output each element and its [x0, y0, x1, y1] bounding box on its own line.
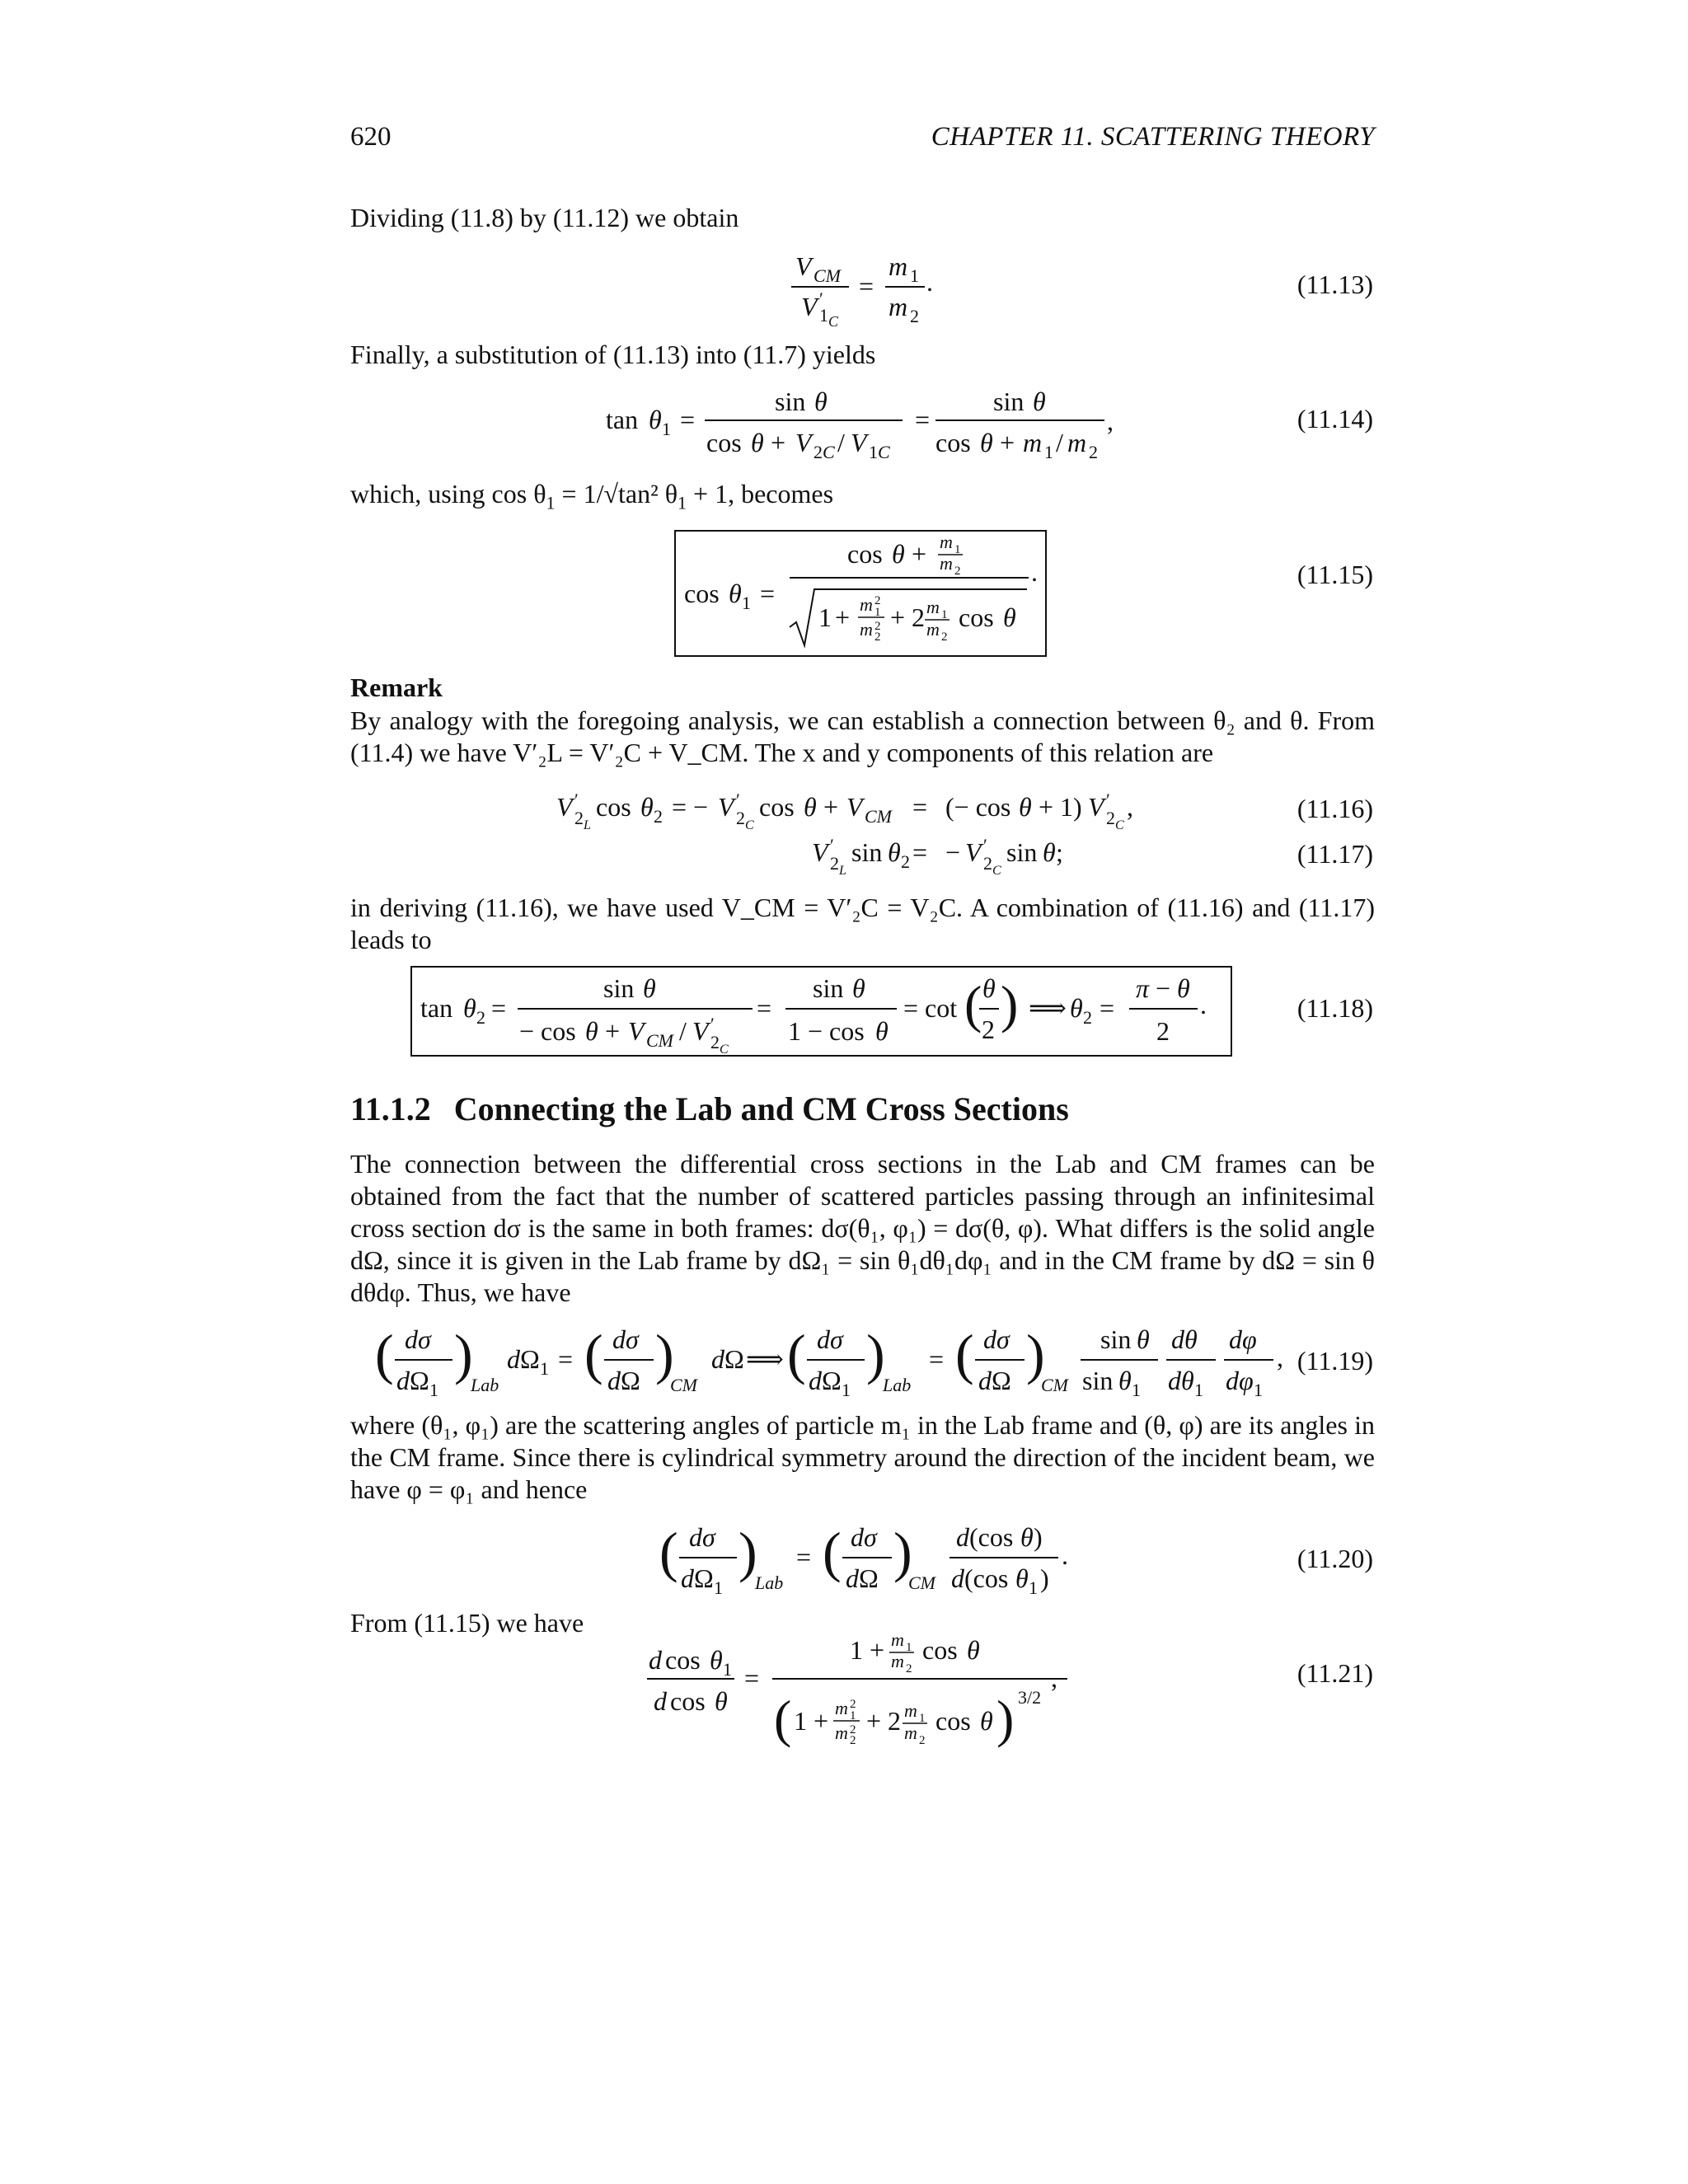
- svg-text:3/2: 3/2: [1018, 1687, 1042, 1708]
- svg-text:V: V: [692, 1016, 709, 1046]
- svg-text:θ: θ: [585, 1016, 598, 1046]
- svg-text:1: 1: [818, 602, 832, 632]
- svg-text:θ: θ: [814, 387, 828, 416]
- svg-text:dφ: dφ: [1226, 1366, 1254, 1395]
- svg-text:+: +: [771, 428, 786, 457]
- svg-text:sin: sin: [603, 973, 635, 1003]
- svg-text:′: ′: [819, 288, 823, 309]
- svg-text:,: ,: [1127, 792, 1133, 822]
- svg-text:2: 2: [941, 630, 948, 644]
- svg-text:2: 2: [874, 630, 881, 644]
- svg-text:cos: cos: [759, 792, 795, 822]
- svg-text:CM: CM: [908, 1572, 935, 1593]
- svg-text:m: m: [940, 553, 953, 574]
- svg-text:m: m: [889, 251, 908, 281]
- svg-text:θ: θ: [710, 1645, 723, 1675]
- svg-text:1: 1: [662, 419, 671, 439]
- svg-text:d: d: [951, 1563, 964, 1593]
- svg-text:m: m: [891, 1629, 904, 1650]
- svg-text:dσ: dσ: [689, 1522, 715, 1552]
- svg-text:2: 2: [574, 808, 584, 828]
- svg-text:d: d: [809, 1366, 822, 1395]
- svg-text:=: =: [1100, 993, 1115, 1023]
- svg-text:θ: θ: [729, 579, 742, 608]
- svg-text:−: −: [1156, 973, 1171, 1003]
- svg-text:dσ: dσ: [817, 1324, 843, 1354]
- svg-text:C: C: [878, 442, 890, 462]
- svg-text:θ: θ: [751, 428, 764, 457]
- svg-text:m: m: [835, 1722, 848, 1743]
- svg-text:d: d: [654, 1686, 667, 1716]
- svg-text:CM: CM: [865, 806, 892, 827]
- svg-text:θ: θ: [1137, 1324, 1150, 1354]
- svg-text:⟹: ⟹: [1029, 993, 1067, 1023]
- svg-text:Ω: Ω: [410, 1366, 429, 1395]
- svg-text:d: d: [978, 1366, 992, 1395]
- svg-text:θ: θ: [804, 792, 817, 822]
- svg-text:Ω: Ω: [694, 1563, 714, 1593]
- svg-text:1: 1: [954, 543, 961, 556]
- svg-text:dσ: dσ: [983, 1324, 1010, 1354]
- svg-text:C: C: [745, 818, 754, 832]
- svg-text:1: 1: [906, 1641, 912, 1654]
- svg-text:sin: sin: [1100, 1324, 1132, 1354]
- equation-number: (11.17): [1296, 839, 1373, 869]
- svg-text:/: /: [679, 1016, 687, 1046]
- svg-text:.: .: [1062, 1540, 1068, 1570]
- svg-text:Ω: Ω: [822, 1366, 842, 1395]
- svg-text:Lab: Lab: [883, 1375, 912, 1395]
- svg-text:π: π: [1136, 973, 1150, 1003]
- page-number: 620: [350, 122, 392, 152]
- svg-text:m: m: [891, 1651, 904, 1671]
- svg-text:θ: θ: [982, 973, 996, 1003]
- svg-text:): ): [996, 1690, 1015, 1748]
- svg-text:Ω: Ω: [621, 1366, 640, 1395]
- svg-text:θ: θ: [980, 1706, 993, 1736]
- svg-text:1: 1: [742, 593, 751, 613]
- svg-text:(: (: [774, 1690, 792, 1748]
- svg-text:+: +: [1000, 428, 1015, 457]
- svg-text:2: 2: [1106, 808, 1115, 828]
- svg-text:): ): [1034, 1522, 1043, 1552]
- svg-text:θ: θ: [1020, 1522, 1034, 1552]
- paragraph: where (θ₁, φ₁) are the scattering angles of particle m₁ in the Lab frame and (θ, φ) are its angles in the CM frame. Since there is cylindrical symmetry around the direction of the incident beam, we have φ = φ₁ and hence: [350, 1410, 1375, 1504]
- svg-text:cos: cos: [935, 428, 971, 457]
- svg-text:V: V: [628, 1016, 645, 1046]
- svg-text:θ: θ: [875, 1016, 889, 1046]
- svg-text:2: 2: [901, 851, 910, 872]
- paragraph: Dividing (11.8) by (11.12) we obtain: [350, 203, 739, 232]
- svg-text:m: m: [860, 594, 873, 615]
- svg-text:2: 2: [850, 1734, 856, 1747]
- svg-text:V: V: [965, 837, 982, 867]
- svg-text:d: d: [649, 1645, 662, 1675]
- svg-text:V: V: [812, 837, 828, 867]
- svg-text:V: V: [846, 792, 863, 822]
- svg-text:L: L: [584, 818, 591, 832]
- svg-text:m: m: [926, 597, 940, 617]
- svg-text:= cot: = cot: [903, 993, 958, 1023]
- svg-text:.: .: [1031, 557, 1038, 587]
- svg-text:(: (: [584, 1323, 603, 1385]
- svg-text:Ω: Ω: [520, 1344, 540, 1374]
- svg-text:m: m: [904, 1700, 917, 1721]
- svg-text:2: 2: [874, 594, 881, 607]
- svg-text:=: =: [912, 792, 928, 822]
- svg-text:m: m: [860, 619, 873, 640]
- svg-text:+: +: [605, 1016, 621, 1046]
- paragraph: in deriving (11.16), we have used V_CM = V′₂C = V₂C. A combination of (11.16) and (11.17) leads to: [350, 893, 1375, 954]
- svg-text:=: =: [760, 579, 776, 608]
- svg-text:dθ: dθ: [1168, 1366, 1194, 1395]
- svg-text:m: m: [889, 292, 908, 321]
- svg-text:Ω: Ω: [724, 1344, 744, 1374]
- equation-number: (11.18): [1296, 993, 1373, 1023]
- svg-text:d: d: [396, 1366, 410, 1395]
- svg-text:1: 1: [1254, 1380, 1263, 1400]
- svg-text:cos: cos: [922, 1635, 958, 1665]
- svg-text:2: 2: [1156, 1016, 1170, 1046]
- svg-text:cos: cos: [665, 1645, 701, 1675]
- svg-text:′: ′: [830, 835, 834, 855]
- svg-text:): ): [655, 1323, 674, 1385]
- svg-text:dσ: dσ: [405, 1324, 431, 1354]
- svg-text:2: 2: [654, 806, 663, 827]
- remark-body: By analogy with the foregoing analysis, we can establish a connection between θ₂ and θ. From (11.4) we have V′₂L = V′₂C + V_CM. The x and y components of this relation are: [350, 705, 1375, 767]
- equation-11-18: [410, 966, 1235, 1058]
- svg-text:− cos: − cos: [519, 1016, 576, 1046]
- svg-text:CM: CM: [670, 1375, 697, 1395]
- svg-text:d: d: [507, 1344, 520, 1374]
- svg-text:cos: cos: [935, 1706, 971, 1736]
- svg-text:′: ′: [1106, 790, 1110, 810]
- svg-text:): ): [1001, 975, 1019, 1033]
- svg-text:1 − cos: 1 − cos: [788, 1016, 865, 1046]
- svg-text:(: (: [375, 1323, 394, 1385]
- svg-text:Ω: Ω: [859, 1563, 879, 1593]
- svg-text:θ: θ: [1043, 837, 1056, 867]
- svg-text:2: 2: [910, 306, 919, 326]
- svg-text:2: 2: [476, 1007, 485, 1028]
- svg-text:.: .: [1200, 990, 1207, 1019]
- svg-text:2: 2: [954, 565, 961, 578]
- svg-text:θ: θ: [715, 1686, 728, 1716]
- svg-text:m: m: [1023, 428, 1043, 457]
- paragraph: The connection between the differential cross sections in the Lab and CM frames can be obtained from the fact that the number of scattered particles passing through an infinitesimal cross section dσ is the same in both frames: dσ(θ₁, φ₁) = dσ(θ, φ). What differs is the solid angle dΩ, since it is given in the Lab frame by dΩ₁ = sin θ₁dθ₁dφ₁ and in the CM frame by dΩ = sin θ dθdφ. Thus, we have: [350, 1149, 1375, 1307]
- svg-text:(: (: [659, 1521, 678, 1583]
- svg-text:(cos: (cos: [964, 1563, 1009, 1593]
- equation-number: (11.13): [1296, 269, 1373, 299]
- svg-text:(: (: [823, 1521, 842, 1583]
- svg-text:=: =: [912, 837, 928, 867]
- svg-text:θ: θ: [1177, 973, 1190, 1003]
- svg-text:C: C: [992, 864, 1001, 878]
- svg-text:θ: θ: [1019, 792, 1032, 822]
- svg-text:CM: CM: [814, 265, 841, 286]
- svg-text:V: V: [556, 792, 573, 822]
- svg-text:): ): [1040, 1563, 1049, 1593]
- svg-text:=: =: [859, 271, 874, 301]
- svg-text:θ: θ: [1033, 387, 1046, 416]
- svg-text:+ 2: + 2: [866, 1706, 902, 1736]
- svg-text:Ω: Ω: [992, 1366, 1011, 1395]
- svg-text:(: (: [964, 975, 982, 1033]
- svg-text:tan: tan: [606, 405, 639, 434]
- svg-text:m: m: [904, 1722, 917, 1743]
- svg-text:.: .: [926, 267, 933, 297]
- svg-text:): ): [893, 1521, 912, 1583]
- svg-text:θ: θ: [1070, 993, 1083, 1023]
- svg-text:C: C: [1115, 818, 1124, 832]
- equation-number: (11.15): [1296, 560, 1373, 589]
- svg-text:V: V: [801, 292, 818, 321]
- svg-text:1: 1: [1194, 1380, 1203, 1400]
- svg-text:dφ: dφ: [1229, 1324, 1257, 1354]
- svg-text:2: 2: [982, 1015, 995, 1044]
- svg-text:1: 1: [1029, 1577, 1038, 1598]
- svg-text:1: 1: [910, 265, 919, 286]
- svg-text:/: /: [837, 428, 845, 457]
- svg-text:=: =: [796, 1542, 812, 1572]
- svg-text:CM: CM: [646, 1030, 673, 1051]
- svg-text:=: =: [757, 993, 772, 1023]
- svg-text:1: 1: [819, 305, 828, 326]
- chapter-header: CHAPTER 11. SCATTERING THEORY: [931, 122, 1375, 152]
- svg-text:+: +: [890, 602, 906, 632]
- svg-text:θ: θ: [649, 405, 662, 434]
- svg-text:tan: tan: [420, 993, 453, 1023]
- svg-text:(− cos: (− cos: [945, 792, 1011, 822]
- svg-text:d: d: [711, 1344, 724, 1374]
- svg-text:): ): [1026, 1323, 1045, 1385]
- svg-text:sin: sin: [1006, 837, 1038, 867]
- svg-text:θ: θ: [980, 428, 993, 457]
- svg-text:(cos: (cos: [969, 1522, 1014, 1552]
- svg-text:θ: θ: [643, 973, 656, 1003]
- svg-text:1: 1: [1044, 442, 1053, 462]
- svg-text:sin: sin: [813, 973, 844, 1003]
- svg-text:2: 2: [850, 1723, 856, 1736]
- svg-text:d: d: [956, 1522, 969, 1552]
- equation-11-15: [674, 530, 1049, 658]
- svg-text:(: (: [955, 1323, 974, 1385]
- svg-text:+ 1): + 1): [1039, 792, 1082, 822]
- svg-text:dσ: dσ: [851, 1522, 877, 1552]
- svg-text:m: m: [940, 532, 953, 552]
- svg-text:=: =: [680, 405, 696, 434]
- svg-text:θ: θ: [888, 837, 901, 867]
- svg-text:V: V: [851, 428, 867, 457]
- svg-text:2: 2: [830, 853, 839, 874]
- svg-text:1: 1: [714, 1577, 723, 1598]
- svg-text:): ): [454, 1323, 473, 1385]
- svg-text:sin: sin: [1082, 1366, 1114, 1395]
- svg-text:2: 2: [736, 808, 745, 828]
- svg-text:θ: θ: [1118, 1366, 1132, 1395]
- svg-text:=: =: [744, 1663, 760, 1693]
- svg-text:;: ;: [1056, 837, 1063, 867]
- svg-text:cos: cos: [847, 539, 883, 569]
- svg-text:C: C: [720, 1043, 729, 1057]
- paragraph: Finally, a substitution of (11.13) into (11.7) yields: [350, 340, 876, 369]
- svg-text:1: 1: [540, 1358, 549, 1379]
- equation-11-13: [783, 246, 973, 328]
- equation-number: (11.14): [1296, 404, 1373, 434]
- svg-text:+: +: [835, 602, 851, 632]
- svg-text:2: 2: [814, 442, 823, 462]
- svg-text:Lab: Lab: [471, 1375, 499, 1395]
- svg-text:C: C: [823, 442, 835, 462]
- svg-text:1: 1: [941, 608, 948, 621]
- svg-text:2: 2: [1089, 442, 1098, 462]
- svg-text:2: 2: [710, 1032, 720, 1052]
- svg-text:1: 1: [874, 606, 881, 619]
- svg-text:1: 1: [1132, 1380, 1141, 1400]
- svg-text:2: 2: [983, 853, 992, 874]
- section-heading: 11.1.2 Connecting the Lab and CM Cross Sections: [350, 1090, 1069, 1127]
- svg-text:+: +: [823, 792, 839, 822]
- svg-text:θ: θ: [892, 539, 905, 569]
- equation-11-19: [375, 1319, 1298, 1401]
- svg-text:dσ: dσ: [612, 1324, 639, 1354]
- svg-text:θ: θ: [463, 993, 476, 1023]
- svg-text:,: ,: [1277, 1343, 1283, 1372]
- svg-text:Lab: Lab: [755, 1572, 784, 1593]
- svg-text:1: 1: [842, 1380, 851, 1400]
- svg-text:2: 2: [919, 1734, 926, 1747]
- equation-number: (11.21): [1296, 1658, 1373, 1688]
- svg-text:sin: sin: [993, 387, 1025, 416]
- svg-text:′: ′: [574, 790, 579, 810]
- equation-11-21: [647, 1628, 1109, 1760]
- paragraph-inline-math: which, using $\cos \theta_1 = 1/√\tan^2$ $\theta_1 + 1$, becomes: [350, 479, 834, 513]
- equation-number: (11.16): [1296, 794, 1373, 823]
- svg-text:′: ′: [736, 790, 740, 810]
- svg-text:sin: sin: [851, 837, 883, 867]
- svg-text:=: =: [558, 1344, 574, 1374]
- svg-text:θ: θ: [967, 1635, 980, 1665]
- svg-text:θ: θ: [1015, 1563, 1029, 1593]
- svg-text:1: 1: [850, 1709, 856, 1722]
- svg-text:1: 1: [429, 1380, 438, 1400]
- svg-text:1: 1: [869, 442, 878, 462]
- svg-text:′: ′: [710, 1014, 715, 1034]
- svg-text:,: ,: [1051, 1663, 1057, 1693]
- svg-text:=: =: [491, 993, 507, 1023]
- svg-text:cos: cos: [959, 602, 994, 632]
- svg-text:d: d: [846, 1563, 859, 1593]
- svg-text:): ): [866, 1323, 885, 1385]
- svg-text:2: 2: [1083, 1007, 1092, 1028]
- svg-text:cos: cos: [596, 792, 631, 822]
- svg-text:cos: cos: [684, 579, 720, 608]
- svg-text:′: ′: [983, 835, 987, 855]
- equation-number: (11.20): [1296, 1544, 1373, 1573]
- equation-number: (11.19): [1296, 1346, 1373, 1376]
- svg-text:L: L: [839, 864, 846, 878]
- svg-text:): ): [738, 1521, 757, 1583]
- svg-text:=: =: [929, 1344, 945, 1374]
- paragraph: From (11.15) we have: [350, 1608, 584, 1638]
- svg-text:2: 2: [850, 1698, 856, 1711]
- svg-text:cos: cos: [670, 1686, 706, 1716]
- svg-text:C: C: [828, 313, 839, 330]
- svg-text:V: V: [795, 251, 812, 281]
- svg-text:V: V: [795, 428, 812, 457]
- svg-text:V: V: [1088, 792, 1104, 822]
- svg-text:θ: θ: [640, 792, 654, 822]
- equation-11-14: [606, 381, 1150, 463]
- svg-text:m: m: [926, 619, 940, 640]
- svg-text:+: +: [912, 539, 927, 569]
- svg-text:1 +: 1 +: [850, 1635, 885, 1665]
- svg-text:/: /: [1056, 428, 1063, 457]
- remark-title: Remark: [350, 673, 443, 702]
- equation-11-20: [659, 1516, 1088, 1599]
- svg-text:cos: cos: [706, 428, 742, 457]
- svg-text:sin: sin: [775, 387, 806, 416]
- svg-text:2: 2: [912, 602, 925, 632]
- svg-text:dθ: dθ: [1171, 1324, 1198, 1354]
- svg-text:2: 2: [874, 620, 881, 633]
- svg-text:d: d: [607, 1366, 621, 1395]
- equations-11-16-11-17: [556, 783, 1199, 882]
- svg-text:m: m: [1067, 428, 1087, 457]
- svg-text:V: V: [718, 792, 734, 822]
- svg-text:1 +: 1 +: [794, 1706, 829, 1736]
- svg-text:= −: = −: [672, 792, 709, 822]
- svg-text:m: m: [835, 1698, 848, 1718]
- svg-text:θ: θ: [852, 973, 865, 1003]
- svg-text:CM: CM: [1041, 1375, 1068, 1395]
- svg-text:1: 1: [723, 1659, 732, 1680]
- svg-text:,: ,: [1107, 406, 1114, 436]
- svg-text:1: 1: [919, 1712, 926, 1725]
- svg-text:⟹: ⟹: [746, 1344, 784, 1374]
- svg-text:(: (: [787, 1323, 806, 1385]
- svg-text:2: 2: [906, 1662, 912, 1675]
- svg-text:=: =: [915, 405, 931, 434]
- svg-text:θ: θ: [1003, 602, 1016, 632]
- svg-text:−: −: [945, 837, 961, 867]
- svg-text:d: d: [681, 1563, 694, 1593]
